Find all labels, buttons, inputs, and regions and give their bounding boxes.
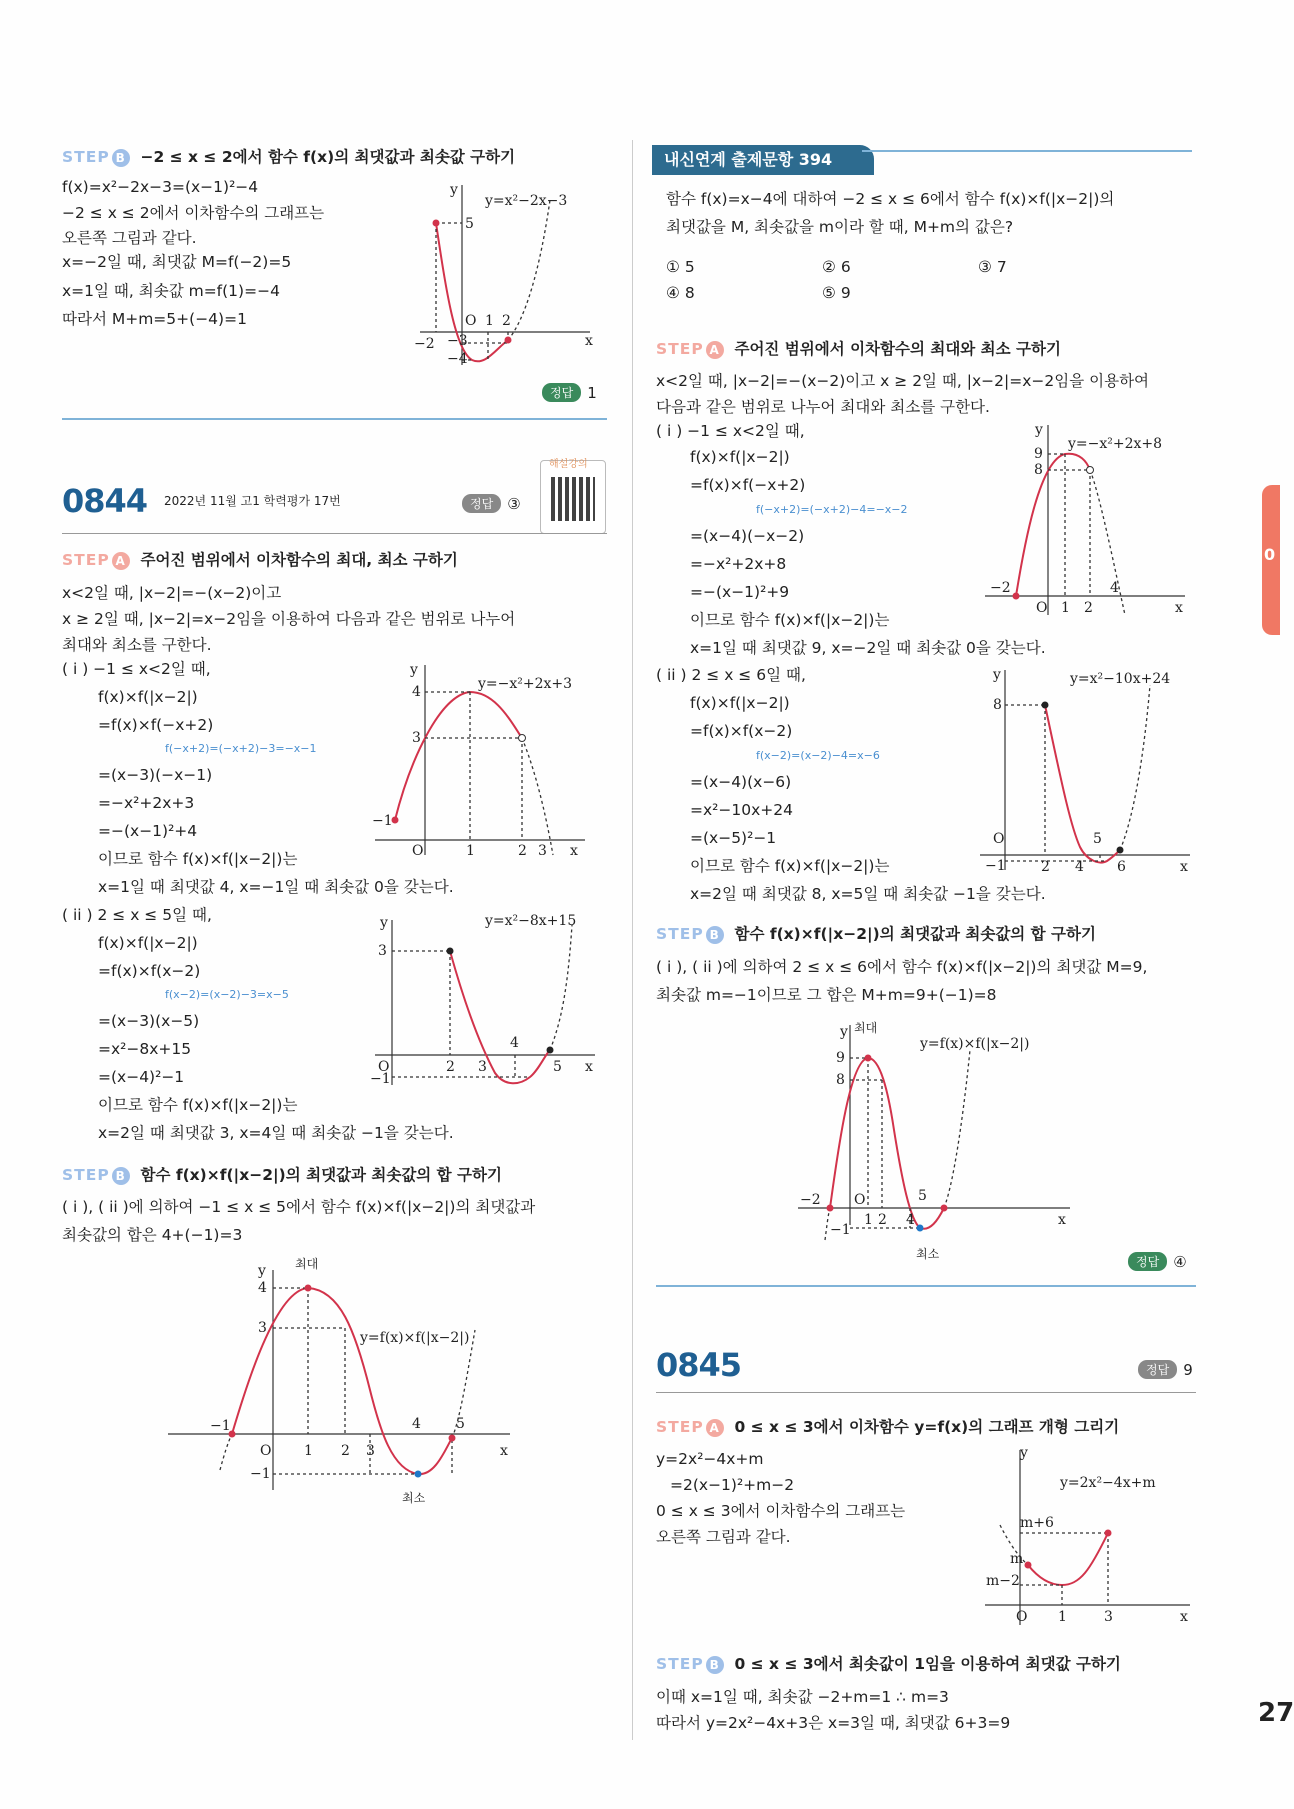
svg-text:y: y: [410, 662, 418, 678]
answer-0845: [1138, 1360, 1193, 1379]
prev-graph: [410, 180, 600, 370]
graph-0845: [980, 1445, 1195, 1630]
step-title: 0 ≤ x ≤ 3에서 이차함수 y=f(x)의 그래프 개형 그리기: [734, 1418, 1120, 1436]
svg-text:O: O: [1016, 1609, 1028, 1625]
svg-text:−1: −1: [250, 1466, 271, 1482]
svg-text:3: 3: [412, 730, 421, 746]
svg-text:5: 5: [456, 1416, 465, 1432]
line-0845b: 이때 x=1일 때, 최솟값 −2+m=1 ∴ m=3: [656, 1688, 949, 1706]
step-title: 주어진 범위에서 이차함수의 최대와 최소 구하기: [734, 340, 1061, 358]
line-0845: 오른쪽 그림과 같다.: [656, 1528, 791, 1546]
divider: [656, 1392, 1196, 1393]
case2-line: =f(x)×f(x−2): [98, 962, 201, 980]
intro-line: 다음과 같은 범위로 나누어 최대와 최소를 구한다.: [656, 398, 990, 416]
svg-text:9: 9: [836, 1050, 845, 1066]
step-a-header: [62, 548, 458, 570]
case2-line: =(x−5)²−1: [690, 829, 777, 847]
question-line: 함수 f(x)=x−4에 대하여 −2 ≤ x ≤ 6에서 함수 f(x)×f(|x−2|)의: [666, 190, 1115, 208]
svg-text:O: O: [378, 1059, 390, 1075]
svg-text:y: y: [1035, 422, 1043, 438]
step-title: 0 ≤ x ≤ 3에서 최솟값이 1임을 이용하여 최댓값 구하기: [734, 1655, 1121, 1673]
svg-text:3: 3: [538, 843, 547, 859]
step-tag: STEP B: [656, 1655, 724, 1673]
case2-line: =x²−10x+24: [690, 801, 793, 819]
step-b-header-prev: [62, 145, 515, 167]
svg-text:2: 2: [518, 843, 527, 859]
svg-text:3: 3: [1104, 1609, 1113, 1625]
case1-line: 이므로 함수 f(x)×f(|x−2|)는: [690, 611, 890, 629]
answer-value: ④: [1173, 1252, 1187, 1271]
svg-text:4: 4: [412, 684, 421, 700]
case2-line: 이므로 함수 f(x)×f(|x−2|)는: [98, 1096, 298, 1114]
step-tag: STEP A: [656, 340, 724, 358]
case1-line: =−(x−1)²+4: [98, 822, 198, 840]
step-a-header-0845: [656, 1415, 1119, 1437]
svg-text:3: 3: [366, 1443, 375, 1459]
case1-line: =−x²+2x+3: [98, 794, 195, 812]
r-case1-graph: [980, 420, 1190, 620]
line-0845: y=2x²−4x+m: [656, 1450, 764, 1468]
conclusion-line: 최솟값 m=−1이므로 그 합은 M+m=9+(−1)=8: [656, 986, 997, 1004]
case1-line: f(x)×f(|x−2|): [98, 688, 198, 706]
case2-line: =(x−3)(x−5): [98, 1012, 200, 1030]
r-final-graph: [790, 1020, 1080, 1270]
intro-2: x ≥ 2일 때, |x−2|=x−2임을 이용하여 다음과 같은 범위로 나누어: [62, 610, 516, 628]
svg-text:6: 6: [1117, 859, 1126, 875]
svg-text:−4: −4: [447, 351, 468, 367]
svg-text:1: 1: [1061, 600, 1070, 616]
page-number: 27: [1258, 1698, 1294, 1728]
case1-line: =(x−4)(−x−2): [690, 527, 805, 545]
svg-text:−1: −1: [830, 1222, 851, 1238]
svg-text:x: x: [1180, 1609, 1188, 1625]
svg-text:x: x: [585, 333, 593, 349]
right-answer: [1128, 1252, 1187, 1271]
svg-text:m−2: m−2: [986, 1573, 1020, 1589]
answer-pill: 정답: [1138, 1360, 1177, 1379]
svg-text:−3: −3: [447, 333, 468, 349]
banner: [652, 145, 874, 175]
svg-text:x: x: [570, 843, 578, 859]
intro-1: x<2일 때, |x−2|=−(x−2)이고: [62, 584, 282, 602]
r-case2-graph-label: y=x²−10x+24: [1070, 671, 1171, 687]
case2-line: =(x−4)²−1: [98, 1068, 185, 1086]
final-graph-label: y=f(x)×f(|x−2|): [360, 1330, 470, 1346]
case2-line: f(x)×f(|x−2|): [98, 934, 198, 952]
case2-line: =x²−8x+15: [98, 1040, 192, 1058]
svg-text:1: 1: [466, 843, 475, 859]
svg-text:−2: −2: [414, 336, 435, 352]
prev-answer: [542, 383, 597, 402]
prev-line-6: 따라서 M+m=5+(−4)=1: [62, 310, 247, 328]
answer-value: 9: [1183, 1360, 1193, 1379]
choice-1[interactable]: ① 5: [666, 258, 695, 276]
case1-line: ( i ) −1 ≤ x<2일 때,: [62, 660, 211, 678]
case1-graph: [370, 660, 590, 860]
choice-3[interactable]: ③ 7: [978, 258, 1007, 276]
final-min-label: 최소: [402, 1491, 426, 1505]
choice-5[interactable]: ⑤ 9: [822, 284, 851, 302]
case1-line: =(x−3)(−x−1): [98, 766, 213, 784]
case2-line: x=2일 때 최댓값 8, x=5일 때 최솟값 −1을 갖는다.: [690, 885, 1046, 903]
divider: [656, 1285, 1196, 1287]
column-divider: [632, 140, 633, 1740]
svg-text:4: 4: [906, 1212, 915, 1228]
line-0845b: 따라서 y=2x²−4x+3은 x=3일 때, 최댓값 6+3=9: [656, 1714, 1011, 1732]
svg-text:5: 5: [553, 1059, 562, 1075]
r-case1-graph-label: y=−x²+2x+8: [1068, 436, 1163, 452]
case1-line: ( i ) −1 ≤ x<2일 때,: [656, 422, 805, 440]
svg-text:y: y: [450, 182, 458, 198]
case1-line: =f(x)×f(−x+2): [690, 476, 806, 494]
case2-line: =(x−4)(x−6): [690, 773, 792, 791]
svg-text:O: O: [260, 1443, 272, 1459]
svg-text:2: 2: [1084, 600, 1093, 616]
case2-graph: [370, 905, 600, 1095]
case2-graph-label: y=x²−8x+15: [485, 913, 577, 929]
case2-line: f(x)×f(|x−2|): [690, 694, 790, 712]
svg-text:8: 8: [993, 697, 1002, 713]
qr-code-icon: [551, 477, 595, 521]
svg-text:2: 2: [1041, 859, 1050, 875]
svg-text:3: 3: [378, 943, 387, 959]
svg-text:9: 9: [1034, 446, 1043, 462]
step-b-header: [656, 922, 1096, 944]
answer-pill: 정답: [462, 494, 501, 513]
svg-text:1: 1: [1058, 1609, 1067, 1625]
r-final-max-label: 최대: [854, 1021, 878, 1035]
prev-line-4: x=−2일 때, 최댓값 M=f(−2)=5: [62, 253, 292, 271]
svg-text:3: 3: [258, 1320, 267, 1336]
svg-text:1: 1: [485, 313, 494, 329]
svg-text:−1: −1: [372, 813, 393, 829]
case1-note: f(−x+2)=(−x+2)−4=−x−2: [756, 503, 908, 516]
svg-text:−1: −1: [210, 1418, 231, 1434]
case2-line: x=2일 때 최댓값 3, x=4일 때 최솟값 −1을 갖는다.: [98, 1124, 454, 1142]
choice-4[interactable]: ④ 8: [666, 284, 695, 302]
intro-3: 최대와 최소를 구한다.: [62, 636, 212, 654]
prev-line-2: −2 ≤ x ≤ 2에서 이차함수의 그래프는: [62, 204, 325, 222]
step-tag: STEP A: [62, 551, 130, 569]
svg-text:O: O: [465, 313, 477, 329]
svg-text:x: x: [585, 1059, 593, 1075]
svg-text:x: x: [1058, 1212, 1066, 1228]
svg-text:m: m: [1010, 1551, 1024, 1567]
svg-text:2: 2: [502, 313, 511, 329]
answer-value: 1: [587, 383, 597, 402]
case1-line: x=1일 때 최댓값 4, x=−1일 때 최솟값 0을 갖는다.: [98, 878, 454, 896]
final-max-label: 최대: [295, 1257, 319, 1271]
svg-text:y: y: [1020, 1445, 1028, 1461]
qr-label: 해설강의: [549, 459, 588, 470]
divider: [62, 533, 607, 534]
svg-text:y: y: [840, 1024, 848, 1040]
svg-text:−1: −1: [985, 858, 1006, 874]
svg-text:2: 2: [446, 1059, 455, 1075]
svg-text:1: 1: [304, 1443, 313, 1459]
case2-line: =f(x)×f(x−2): [690, 722, 793, 740]
case1-line: =−(x−1)²+9: [690, 583, 790, 601]
svg-text:2: 2: [341, 1443, 350, 1459]
case1-line: 이므로 함수 f(x)×f(|x−2|)는: [98, 850, 298, 868]
svg-text:−2: −2: [990, 580, 1011, 596]
divider: [862, 150, 1192, 152]
divider: [62, 418, 607, 420]
prev-line-5: x=1일 때, 최솟값 m=f(1)=−4: [62, 282, 280, 300]
problem-number: 0844: [62, 482, 148, 520]
r-final-graph-label: y=f(x)×f(|x−2|): [920, 1036, 1030, 1052]
answer-value: ③: [507, 494, 521, 513]
banner-text: 내신연계 출제문항 394: [664, 150, 833, 169]
svg-text:4: 4: [1075, 859, 1084, 875]
final-graph: [160, 1250, 520, 1520]
step-tag: STEP A: [656, 1418, 724, 1436]
case2-note: f(x−2)=(x−2)−3=x−5: [165, 988, 289, 1001]
svg-text:O: O: [1036, 600, 1048, 616]
problem-source: 2022년 11월 고1 학력평가 17번: [164, 494, 341, 508]
answer-pill: 정답: [542, 383, 581, 402]
conclusion-line: 최솟값의 합은 4+(−1)=3: [62, 1226, 243, 1244]
step-a-header: [656, 337, 1061, 359]
case2-line: 이므로 함수 f(x)×f(|x−2|)는: [690, 857, 890, 875]
answer-pill: 정답: [1128, 1252, 1167, 1271]
graph-0845-label: y=2x²−4x+m: [1060, 1475, 1156, 1491]
svg-text:4: 4: [412, 1416, 421, 1432]
svg-text:y: y: [258, 1263, 266, 1279]
case1-note: f(−x+2)=(−x+2)−3=−x−1: [165, 742, 317, 755]
svg-text:−1: −1: [370, 1071, 391, 1087]
prev-line-1: f(x)=x²−2x−3=(x−1)²−4: [62, 178, 259, 196]
svg-text:O: O: [993, 831, 1005, 847]
step-tag: STEP B: [656, 925, 724, 943]
svg-text:x: x: [1180, 859, 1188, 875]
svg-text:5: 5: [1093, 831, 1102, 847]
r-case2-graph: [975, 665, 1195, 880]
choice-2[interactable]: ② 6: [822, 258, 851, 276]
case2-note: f(x−2)=(x−2)−4=x−6: [756, 749, 880, 762]
step-b-header: [62, 1163, 502, 1185]
svg-text:y: y: [380, 915, 388, 931]
prev-graph-label: y=x²−2x−3: [485, 193, 568, 209]
case1-graph-label: y=−x²+2x+3: [478, 676, 573, 692]
svg-text:3: 3: [478, 1059, 487, 1075]
svg-text:4: 4: [1110, 580, 1119, 596]
intro-line: x<2일 때, |x−2|=−(x−2)이고 x ≥ 2일 때, |x−2|=x−2임을 이용하여: [656, 372, 1150, 390]
svg-text:O: O: [854, 1192, 866, 1208]
svg-text:y: y: [993, 667, 1001, 683]
line-0845: =2(x−1)²+m−2: [670, 1476, 795, 1494]
svg-text:5: 5: [465, 216, 474, 232]
svg-text:1: 1: [864, 1212, 873, 1228]
svg-text:8: 8: [1034, 462, 1043, 478]
case1-line: =f(x)×f(−x+2): [98, 716, 214, 734]
svg-text:O: O: [412, 843, 424, 859]
step-title: 주어진 범위에서 이차함수의 최대, 최소 구하기: [140, 551, 458, 569]
step-title: 함수 f(x)×f(|x−2|)의 최댓값과 최솟값의 합 구하기: [140, 1166, 502, 1184]
side-tab-label: 0: [1264, 545, 1276, 564]
svg-text:8: 8: [836, 1072, 845, 1088]
case1-line: =−x²+2x+8: [690, 555, 787, 573]
case2-line: ( ii ) 2 ≤ x ≤ 6일 때,: [656, 666, 806, 684]
step-tag: STEP B: [62, 1166, 130, 1184]
svg-text:−2: −2: [800, 1192, 821, 1208]
case1-line: x=1일 때 최댓값 9, x=−2일 때 최솟값 0을 갖는다.: [690, 639, 1046, 657]
conclusion-line: ( i ), ( ii )에 의하여 −1 ≤ x ≤ 5에서 함수 f(x)×f(|x−2|)의 최댓값과: [62, 1198, 536, 1216]
svg-text:m+6: m+6: [1020, 1515, 1054, 1531]
step-title: 함수 f(x)×f(|x−2|)의 최댓값과 최솟값의 합 구하기: [734, 925, 1096, 943]
answer-0844: [462, 494, 521, 513]
prev-line-3: 오른쪽 그림과 같다.: [62, 229, 197, 247]
svg-text:x: x: [1175, 600, 1183, 616]
svg-text:2: 2: [878, 1212, 887, 1228]
case2-line: ( ii ) 2 ≤ x ≤ 5일 때,: [62, 906, 212, 924]
conclusion-line: ( i ), ( ii )에 의하여 2 ≤ x ≤ 6에서 함수 f(x)×f(|x−2|)의 최댓값 M=9,: [656, 958, 1148, 976]
line-0845: 0 ≤ x ≤ 3에서 이차함수의 그래프는: [656, 1502, 906, 1520]
step-tag: STEP B: [62, 148, 130, 166]
r-final-min-label: 최소: [916, 1247, 940, 1261]
step-title: −2 ≤ x ≤ 2에서 함수 f(x)의 최댓값과 최솟값 구하기: [140, 148, 516, 166]
side-tab: [1262, 485, 1280, 635]
question-line: 최댓값을 M, 최솟값을 m이라 할 때, M+m의 값은?: [666, 218, 1014, 236]
svg-text:4: 4: [258, 1280, 267, 1296]
case1-line: f(x)×f(|x−2|): [690, 448, 790, 466]
qr-box[interactable]: [540, 460, 606, 534]
svg-text:5: 5: [918, 1188, 927, 1204]
svg-text:4: 4: [510, 1035, 519, 1051]
problem-number-0845: 0845: [656, 1346, 742, 1384]
step-b-header-0845: [656, 1652, 1121, 1674]
svg-text:x: x: [500, 1443, 508, 1459]
